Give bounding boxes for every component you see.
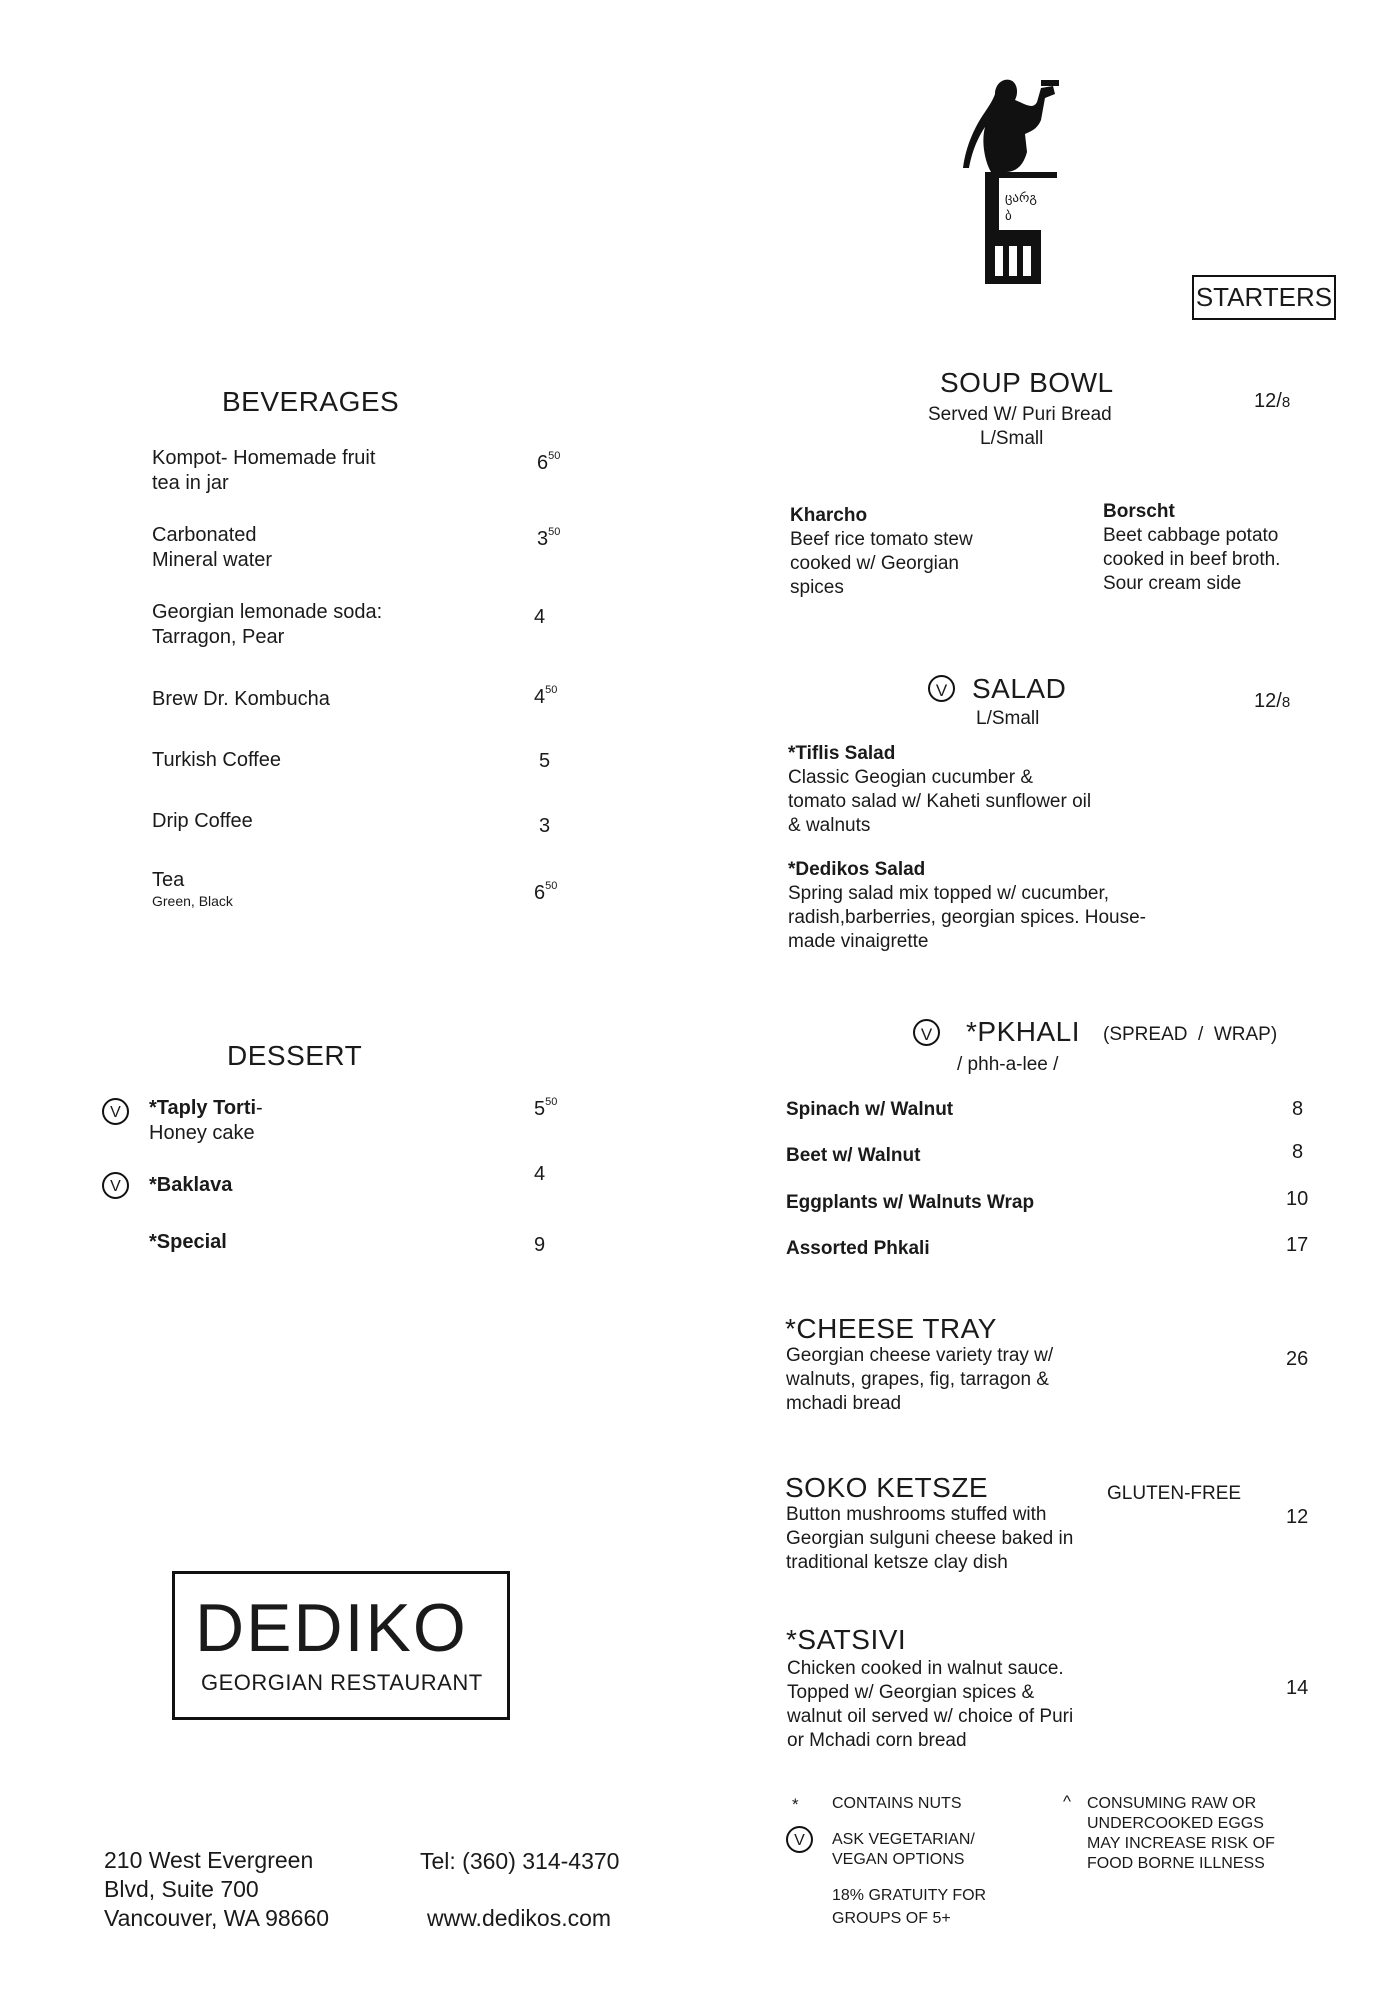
vegetarian-icon: V bbox=[786, 1826, 813, 1853]
dessert-name: *Baklava bbox=[149, 1174, 233, 1196]
cheese-tray-price: 26 bbox=[1286, 1348, 1309, 1370]
price-sup: 50 bbox=[545, 1096, 558, 1108]
price-main: 5 bbox=[534, 1098, 546, 1120]
legend-caret: ^ bbox=[1063, 1792, 1071, 1811]
price-main: 12/ bbox=[1254, 690, 1282, 712]
vegetarian-icon: V bbox=[913, 1019, 940, 1046]
price-sup: 50 bbox=[545, 880, 558, 892]
salad-item-desc: Classic Geogian cucumber & bbox=[788, 767, 1033, 788]
brand-name: DEDIKO bbox=[195, 1590, 468, 1666]
soko-title: SOKO KETSZE bbox=[785, 1472, 989, 1503]
vegetarian-icon: V bbox=[928, 675, 955, 702]
legend-line: MAY INCREASE RISK OF bbox=[1087, 1835, 1275, 1852]
address-line: Blvd, Suite 700 bbox=[104, 1876, 259, 1902]
price-small: 8 bbox=[1281, 694, 1291, 711]
pkhali-item-name: Beet w/ Walnut bbox=[786, 1145, 921, 1166]
beverage-item bbox=[152, 748, 452, 773]
soup-item-name: Kharcho bbox=[790, 505, 868, 526]
soup-item-desc: Beef rice tomato stew bbox=[790, 529, 973, 550]
salad-item-desc: radish,barberries, georgian spices. House- bbox=[788, 907, 1147, 928]
dessert-price bbox=[534, 1098, 557, 1121]
soup-item-desc: Beet cabbage potato bbox=[1103, 525, 1279, 546]
pkhali-item-name: Assorted Phkali bbox=[786, 1238, 930, 1259]
satsivi-price: 14 bbox=[1286, 1677, 1309, 1699]
beverage-item bbox=[152, 600, 452, 650]
legend-gratuity bbox=[832, 1884, 986, 1930]
beverage-item bbox=[152, 868, 452, 909]
beverage-name-line2: Green, Black bbox=[152, 893, 233, 909]
dessert-name-suffix: - bbox=[256, 1097, 263, 1119]
soup-item-desc: spices bbox=[790, 577, 844, 598]
legend-line: ASK VEGETARIAN/ bbox=[832, 1831, 975, 1848]
beverage-price bbox=[534, 882, 557, 905]
beverage-name-line1: Tea bbox=[152, 869, 185, 891]
pkhali-item-name: Spinach w/ Walnut bbox=[786, 1099, 954, 1120]
telephone: Tel: (360) 314-4370 bbox=[420, 1848, 620, 1874]
satsivi-title: *SATSIVI bbox=[786, 1624, 907, 1655]
restaurant-logo bbox=[172, 1571, 510, 1720]
pkhali-item-price: 8 bbox=[1292, 1098, 1304, 1120]
website-link[interactable]: www.dedikos.com bbox=[427, 1905, 612, 1931]
waiter-figure-logo bbox=[955, 72, 1070, 292]
pkhali-title: *PKHALI bbox=[966, 1016, 1080, 1047]
vegetarian-icon: V bbox=[102, 1172, 129, 1199]
price-main: 4 bbox=[534, 686, 546, 708]
legend-line: 18% GRATUITY FOR bbox=[832, 1887, 987, 1904]
soup-title: SOUP BOWL bbox=[940, 367, 1114, 398]
soup-item-name: Borscht bbox=[1103, 501, 1175, 522]
address-line: 210 West Evergreen bbox=[104, 1847, 314, 1873]
legend-line: FOOD BORNE ILLNESS bbox=[1087, 1855, 1265, 1872]
legend-star: * bbox=[792, 1795, 799, 1814]
desc-line: Georgian cheese variety tray w/ bbox=[786, 1345, 1054, 1366]
pkhali-item-price: 8 bbox=[1292, 1141, 1304, 1163]
price-main: 12/ bbox=[1254, 390, 1282, 412]
dessert-sub: Honey cake bbox=[149, 1122, 255, 1144]
soko-desc bbox=[786, 1503, 1073, 1575]
price-main: 4 bbox=[534, 606, 546, 628]
dessert-name: *Taply Torti bbox=[149, 1097, 257, 1119]
beverage-name-line1: Kompot- Homemade fruit bbox=[152, 447, 376, 469]
beverage-name-line1: Drip Coffee bbox=[152, 810, 253, 832]
dessert-title: DESSERT bbox=[227, 1040, 363, 1071]
soup-price bbox=[1254, 390, 1290, 413]
address-line: Vancouver, WA 98660 bbox=[104, 1905, 330, 1931]
soup-item-desc: cooked in beef broth. bbox=[1103, 549, 1281, 570]
cheese-tray-desc bbox=[786, 1344, 1053, 1416]
vegetarian-icon: V bbox=[102, 1098, 129, 1125]
beverage-name-line1: Brew Dr. Kombucha bbox=[152, 688, 330, 710]
cheese-tray-title: *CHEESE TRAY bbox=[785, 1313, 997, 1344]
salad-price bbox=[1254, 690, 1290, 713]
legend-line: CONSUMING RAW OR bbox=[1087, 1795, 1257, 1812]
salad-sub: L/Small bbox=[976, 708, 1040, 729]
beverage-name-line1: Carbonated bbox=[152, 524, 257, 546]
desc-line: walnuts, grapes, fig, tarragon & bbox=[786, 1369, 1049, 1390]
price-sup: 50 bbox=[548, 450, 561, 462]
legend-line: GROUPS OF 5+ bbox=[832, 1910, 951, 1927]
beverage-item bbox=[152, 809, 452, 834]
price-main: 5 bbox=[539, 750, 551, 772]
beverages-title: BEVERAGES bbox=[222, 386, 400, 417]
salad-item-desc: tomato salad w/ Kaheti sunflower oil bbox=[788, 791, 1092, 812]
price-main: 6 bbox=[534, 882, 546, 904]
beverage-item bbox=[152, 446, 452, 496]
pkhali-item-name: Eggplants w/ Walnuts Wrap bbox=[786, 1192, 1035, 1213]
desc-line: Button mushrooms stuffed with bbox=[786, 1504, 1047, 1525]
desc-line: walnut oil served w/ choice of Puri bbox=[787, 1706, 1074, 1727]
dessert-item bbox=[149, 1096, 263, 1146]
svg-text:ბ: ბ bbox=[1005, 209, 1012, 224]
legend-line: UNDERCOOKED EGGS bbox=[1087, 1815, 1264, 1832]
soup-sub1: Served W/ Puri Bread bbox=[928, 404, 1112, 425]
legend-raw bbox=[1087, 1794, 1275, 1874]
soup-item-desc: cooked w/ Georgian bbox=[790, 553, 959, 574]
dessert-price bbox=[534, 1163, 545, 1186]
price-small: 8 bbox=[1281, 394, 1291, 411]
pkhali-pronunciation: / phh-a-lee / bbox=[957, 1054, 1059, 1075]
desc-line: Chicken cooked in walnut sauce. bbox=[787, 1658, 1064, 1679]
beverage-name-line2: Tarragon, Pear bbox=[152, 626, 285, 648]
desc-line: traditional ketsze clay dish bbox=[786, 1552, 1008, 1573]
svg-text:ცარგ: ცარგ bbox=[1005, 191, 1037, 206]
legend-nuts: CONTAINS NUTS bbox=[832, 1795, 962, 1812]
salad-item-desc: made vinaigrette bbox=[788, 931, 929, 952]
pkhali-item-price: 10 bbox=[1286, 1188, 1309, 1210]
salad-item-name: *Tiflis Salad bbox=[788, 743, 896, 764]
beverage-price bbox=[539, 815, 550, 838]
salad-item-desc: Spring salad mix topped w/ cucumber, bbox=[788, 883, 1110, 904]
dessert-name: *Special bbox=[149, 1231, 227, 1253]
beverage-name-line1: Georgian lemonade soda: bbox=[152, 601, 383, 623]
satsivi-desc bbox=[787, 1657, 1073, 1753]
soup-item-desc: Sour cream side bbox=[1103, 573, 1242, 594]
pkhali-variants: (SPREAD / WRAP) bbox=[1103, 1024, 1278, 1045]
desc-line: or Mchadi corn bread bbox=[787, 1730, 967, 1751]
price-main: 9 bbox=[534, 1234, 546, 1256]
starters-section-label: STARTERS bbox=[1192, 275, 1336, 320]
salad-item bbox=[788, 742, 1091, 838]
salad-item bbox=[788, 858, 1146, 954]
price-main: 6 bbox=[537, 452, 549, 474]
beverage-name-line2: Mineral water bbox=[152, 549, 273, 571]
legend-veg bbox=[832, 1830, 975, 1870]
soup-item bbox=[790, 504, 973, 600]
beverage-price bbox=[534, 686, 557, 709]
dessert-price bbox=[534, 1234, 545, 1257]
soup-sub2: L/Small bbox=[980, 428, 1044, 449]
price-main: 3 bbox=[539, 815, 551, 837]
price-sup: 50 bbox=[545, 684, 558, 696]
beverage-item bbox=[152, 687, 452, 712]
price-main: 4 bbox=[534, 1163, 546, 1185]
salad-item-desc: & walnuts bbox=[788, 815, 871, 836]
soup-item bbox=[1103, 500, 1280, 596]
gluten-free-tag: GLUTEN-FREE bbox=[1107, 1483, 1242, 1504]
beverage-price bbox=[537, 452, 560, 475]
legend-line: VEGAN OPTIONS bbox=[832, 1851, 965, 1868]
price-sup: 50 bbox=[548, 526, 561, 538]
brand-tagline: GEORGIAN RESTAURANT bbox=[201, 1670, 483, 1695]
desc-line: Topped w/ Georgian spices & bbox=[787, 1682, 1035, 1703]
price-main: 3 bbox=[537, 528, 549, 550]
desc-line: Georgian sulguni cheese baked in bbox=[786, 1528, 1074, 1549]
salad-item-name: *Dedikos Salad bbox=[788, 859, 926, 880]
address bbox=[104, 1846, 329, 1933]
beverage-name-line2: tea in jar bbox=[152, 472, 229, 494]
desc-line: mchadi bread bbox=[786, 1393, 902, 1414]
beverage-price bbox=[537, 528, 560, 551]
soko-price: 12 bbox=[1286, 1506, 1309, 1528]
beverage-price bbox=[534, 606, 545, 629]
salad-title: SALAD bbox=[972, 673, 1067, 704]
pkhali-item-price: 17 bbox=[1286, 1234, 1309, 1256]
beverage-price bbox=[539, 750, 550, 773]
beverage-name-line1: Turkish Coffee bbox=[152, 749, 281, 771]
beverage-item bbox=[152, 523, 452, 573]
